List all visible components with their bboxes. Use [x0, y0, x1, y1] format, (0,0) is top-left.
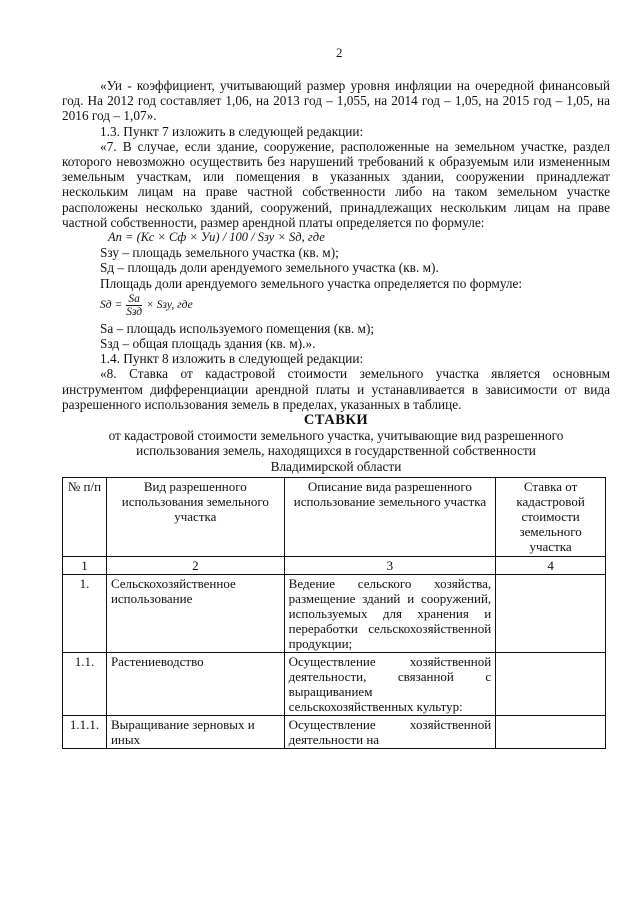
paragraph-sd-definition: Sд – площадь доли арендуемого земельного участка (кв. м).	[100, 260, 439, 276]
paragraph-inflation-coefficient: «Уи - коэффициент, учитывающий размер уровня инфляции на очередной финансовый год. На 2012 год составляет 1,06, на 2013 год – 1,055, на 2014 год – 1,05, на 2015 год – 1,05, на 2016 год – 1,07».	[62, 78, 610, 124]
rates-table	[62, 477, 606, 749]
row-number: 1.1.1.	[63, 715, 107, 748]
header-description: Описание вида разрешенного использование земельного участка	[284, 477, 496, 556]
formula-share-area	[62, 291, 610, 321]
page-number: 2	[336, 45, 343, 60]
row-description: Ведение сельского хозяйства, размещение зданий и сооружений, используемых для хранения и переработки сельскохозяйственной продукции;	[284, 574, 496, 652]
formula-lhs: Sд =	[100, 299, 123, 312]
paragraph-szu-definition: Sзу – площадь земельного участка (кв. м);	[100, 245, 339, 261]
header-rate: Ставка от кадастровой стоимости земельного участка	[496, 477, 606, 556]
header-use-type: Вид разрешенного использования земельного участка	[106, 477, 284, 556]
formula-numerator: Sa	[128, 293, 140, 306]
table-row	[63, 652, 606, 715]
row-description: Осуществление хозяйственной деятельности на	[284, 715, 496, 748]
paragraph-share-area-formula-intro: Площадь доли арендуемого земельного участка определяется по формуле:	[100, 275, 523, 291]
header-number: № п/п	[63, 477, 107, 556]
formula-rhs: × Sзу, где	[146, 299, 193, 312]
paragraph-item-7: «7. В случае, если здание, сооружение, расположенные на земельном участке, раздел которого невозможно осуществить без нарушений требований к образуемым или измененным земельным участкам, или помещения в указанных здании, сооружении принадлежат нескольким лицам на праве частной собственности либо на таком земельном участке расположены несколько зданий, сооружений, принадлежащих нескольким лицам на праве частной собственности, размер арендной платы определяется по формуле:	[62, 138, 610, 230]
paragraph-szd-definition: Sзд – общая площадь здания (кв. м).».	[100, 336, 316, 352]
paragraph-item-1-3: 1.3. Пункт 7 изложить в следующей редакции:	[100, 123, 364, 139]
formula-fraction	[124, 293, 144, 318]
column-number: 3	[284, 556, 496, 574]
row-description: Осуществление хозяйственной деятельности, связанной с выращиванием сельскохозяйственных культур:	[284, 652, 496, 715]
table-row	[63, 715, 606, 748]
row-number: 1.1.	[63, 652, 107, 715]
paragraph-sa-definition: Sa – площадь используемого помещения (кв. м);	[100, 320, 375, 336]
table-header-row	[63, 477, 606, 556]
table-row	[63, 574, 606, 652]
row-use-type: Растениеводство	[106, 652, 284, 715]
row-rate	[496, 652, 606, 715]
paragraph-item-8: «8. Ставка от кадастровой стоимости земельного участка является основным инструментом дифференциации арендной платы и устанавливается в зависимости от вида разрешенного использования земель в пределах, указанных в таблице.	[62, 366, 610, 412]
table-subtitle: от кадастровой стоимости земельного участка, учитывающие вид разрешенного использования земель, находящихся в государственной собственности Владимирской области	[108, 428, 564, 474]
row-use-type: Выращивание зерновых и иных	[106, 715, 284, 748]
formula-rent: Ап = (Кс × Сф × Уи) / 100 / Sзу × Sд, где	[108, 230, 325, 245]
column-number: 2	[106, 556, 284, 574]
row-use-type: Сельскохозяйственное использование	[106, 574, 284, 652]
row-rate	[496, 715, 606, 748]
paragraph-item-1-4: 1.4. Пункт 8 изложить в следующей редакции:	[100, 351, 364, 367]
formula-denominator: Sзд	[126, 306, 143, 319]
column-number: 4	[496, 556, 606, 574]
table-title: СТАВКИ	[303, 412, 369, 429]
row-rate	[496, 574, 606, 652]
table-column-numbers-row	[63, 556, 606, 574]
document-body	[62, 78, 610, 749]
column-number: 1	[63, 556, 107, 574]
row-number: 1.	[63, 574, 107, 652]
